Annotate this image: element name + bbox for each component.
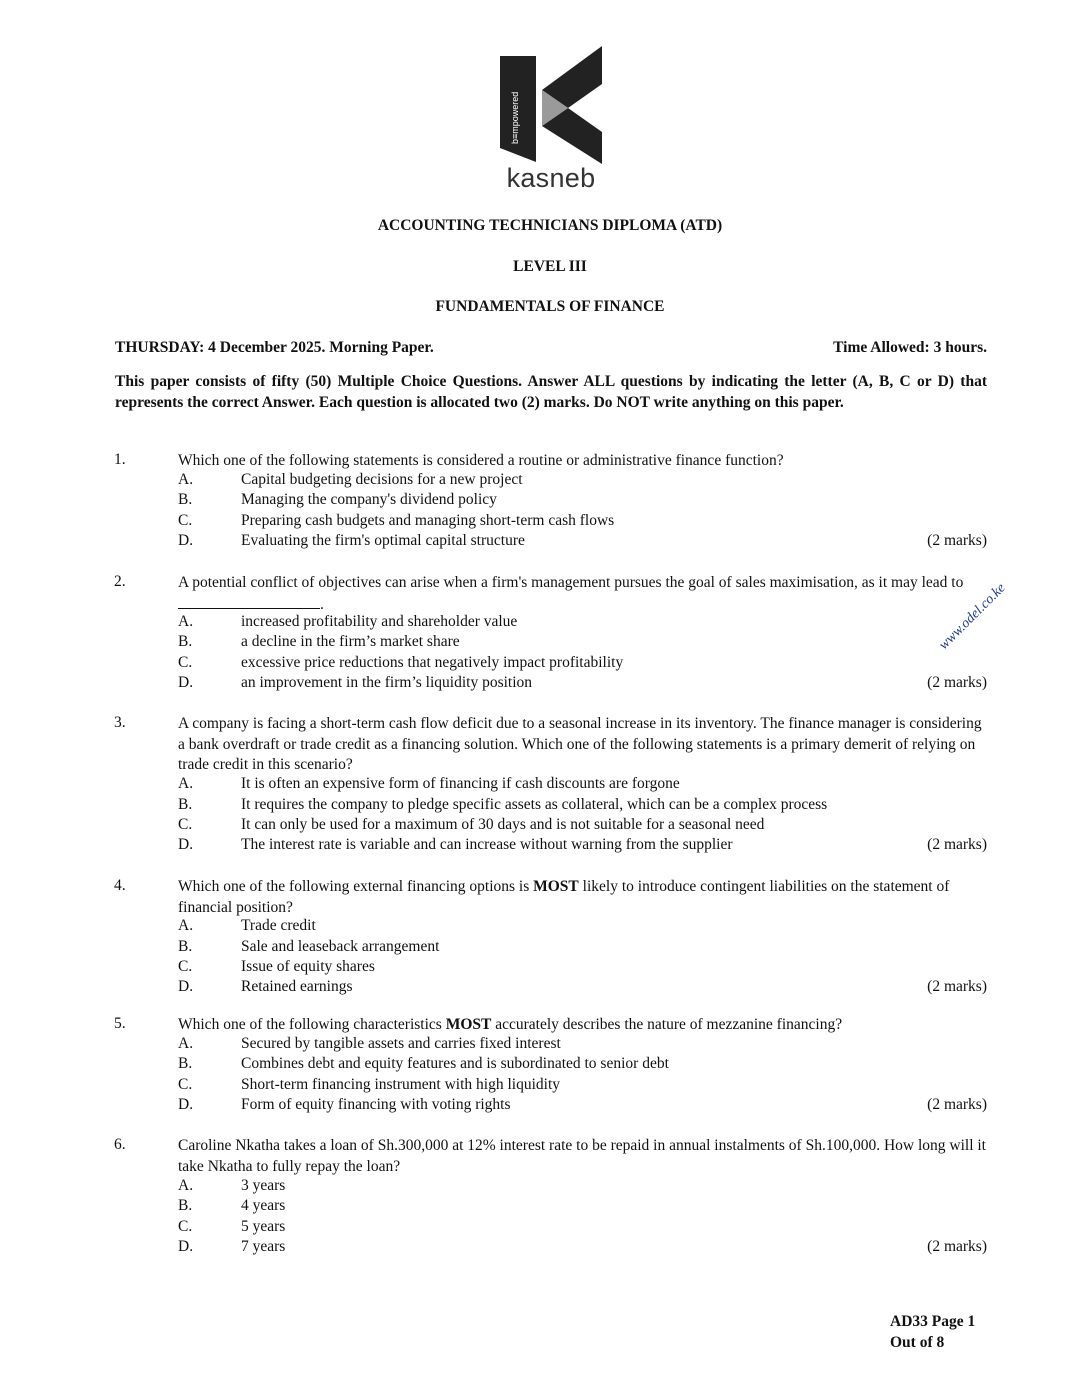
watermark: www.odel.co.ke: [936, 580, 1009, 653]
option-letter: C.: [178, 816, 193, 833]
time-allowed: Time Allowed: 3 hours.: [833, 339, 987, 356]
option-letter: C.: [178, 512, 193, 529]
page-total: Out of 8: [890, 1333, 945, 1351]
option-text: 4 years: [241, 1197, 286, 1214]
instructions: This paper consists of fifty (50) Multiple Choice Questions. Answer ALL questions by indicating the letter (A, B, C or D) that represents the correct Answer. Each question is allocated two (2) marks. Do NOT write anything on this paper.: [115, 373, 987, 411]
option-letter: D.: [178, 532, 194, 549]
answer-blank: [178, 594, 320, 609]
option-text: It requires the company to pledge specific assets as collateral, which can be a complex process: [241, 796, 828, 813]
stem-end: .: [320, 595, 324, 613]
option-letter: A.: [178, 775, 194, 792]
option-letter: A.: [178, 1177, 194, 1194]
option-letter: A.: [178, 613, 194, 630]
option-letter: A.: [178, 917, 194, 934]
option-letter: D.: [178, 1096, 194, 1113]
option-letter: D.: [178, 978, 194, 995]
question-number: 5.: [114, 1015, 126, 1032]
option-text: Secured by tangible assets and carries fixed interest: [241, 1035, 561, 1052]
option-text: excessive price reductions that negatively impact profitability: [241, 654, 624, 671]
option-text: a decline in the firm’s market share: [241, 633, 460, 650]
question-number: 6.: [114, 1136, 126, 1153]
question-number: 3.: [114, 714, 126, 731]
stem-emphasis: MOST: [445, 1016, 492, 1033]
logo-wordmark: kasneb: [506, 163, 596, 193]
question-stem: [178, 1015, 990, 1036]
stem-emphasis: MOST: [533, 878, 579, 895]
option-text: Managing the company's dividend policy: [241, 491, 497, 508]
kasneb-logo: [496, 46, 606, 166]
logo-tagline: b≡mpowered: [510, 91, 520, 144]
option-text: increased profitability and shareholder value: [241, 613, 518, 630]
option-letter: C.: [178, 654, 193, 671]
level-title: LEVEL III: [513, 258, 587, 275]
option-letter: B.: [178, 1197, 193, 1214]
option-text: Sale and leaseback arrangement: [241, 938, 440, 955]
page-footer: [890, 1312, 975, 1353]
option-text: It can only be used for a maximum of 30 days and is not suitable for a seasonal need: [241, 816, 765, 833]
option-text: 3 years: [241, 1177, 286, 1194]
option-letter: C.: [178, 958, 193, 975]
option-letter: A.: [178, 471, 194, 488]
question-stem: [178, 573, 990, 615]
option-text: 7 years: [241, 1238, 286, 1255]
marks-label: (2 marks): [927, 532, 987, 549]
option-letter: C.: [178, 1076, 193, 1093]
marks-label: (2 marks): [927, 1096, 987, 1113]
option-letter: D.: [178, 836, 194, 853]
page-code: AD33 Page 1: [890, 1313, 976, 1330]
option-text: Evaluating the firm's optimal capital structure: [241, 532, 525, 549]
option-letter: B.: [178, 938, 193, 955]
option-letter: B.: [178, 1055, 193, 1072]
option-letter: D.: [178, 1238, 194, 1255]
question-stem: A company is facing a short-term cash flow deficit due to a seasonal increase in its inventory. The finance manager is considering a bank overdraft or trade credit as a financing solution. Which one of the following statements is a primary demerit of relying on trade credit in this scenario?: [178, 715, 982, 773]
option-text: The interest rate is variable and can increase without warning from the supplier: [241, 836, 733, 853]
option-text: Issue of equity shares: [241, 958, 375, 975]
exam-date: THURSDAY: 4 December 2025. Morning Paper.: [115, 339, 434, 356]
question-stem: [178, 877, 990, 918]
option-text: Preparing cash budgets and managing short-term cash flows: [241, 512, 615, 529]
option-text: Trade credit: [241, 917, 316, 934]
marks-label: (2 marks): [927, 836, 987, 853]
stem-text-end: likely to introduce contingent liabilities on the statement of financial position?: [178, 878, 950, 916]
subject-title: FUNDAMENTALS OF FINANCE: [435, 298, 665, 315]
question-number: 1.: [114, 451, 126, 468]
option-letter: D.: [178, 674, 194, 691]
stem-text: Which one of the following characteristics: [178, 1016, 446, 1033]
option-text: an improvement in the firm’s liquidity position: [241, 674, 533, 691]
question-stem: Caroline Nkatha takes a loan of Sh.300,000 at 12% interest rate to be repaid in annual instalments of Sh.100,000. How long will it take Nkatha to fully repay the loan?: [178, 1137, 986, 1175]
marks-label: (2 marks): [927, 978, 987, 995]
option-letter: B.: [178, 633, 193, 650]
option-text: 5 years: [241, 1218, 286, 1235]
option-text: It is often an expensive form of financing if cash discounts are forgone: [241, 775, 680, 792]
option-text: Form of equity financing with voting rights: [241, 1096, 511, 1113]
option-letter: C.: [178, 1218, 193, 1235]
question-number: 4.: [114, 877, 126, 894]
question-number: 2.: [114, 573, 126, 590]
stem-text: Which one of the following external financing options is: [178, 878, 534, 895]
option-letter: A.: [178, 1035, 194, 1052]
option-text: Retained earnings: [241, 978, 353, 995]
question-stem: Which one of the following statements is considered a routine or administrative finance function?: [178, 452, 784, 469]
option-text: Combines debt and equity features and is subordinated to senior debt: [241, 1055, 669, 1072]
marks-label: (2 marks): [927, 1238, 987, 1255]
stem-text-end: accurately describes the nature of mezzanine financing?: [491, 1016, 843, 1033]
option-text: Capital budgeting decisions for a new project: [241, 471, 523, 488]
option-text: Short-term financing instrument with high liquidity: [241, 1076, 561, 1093]
option-letter: B.: [178, 796, 193, 813]
stem-text: A potential conflict of objectives can arise when a firm's management pursues the goal of sales maximisation, as it may lead to: [178, 574, 964, 591]
qualification-title: ACCOUNTING TECHNICIANS DIPLOMA (ATD): [377, 217, 723, 234]
marks-label: (2 marks): [927, 674, 987, 691]
option-letter: B.: [178, 491, 193, 508]
